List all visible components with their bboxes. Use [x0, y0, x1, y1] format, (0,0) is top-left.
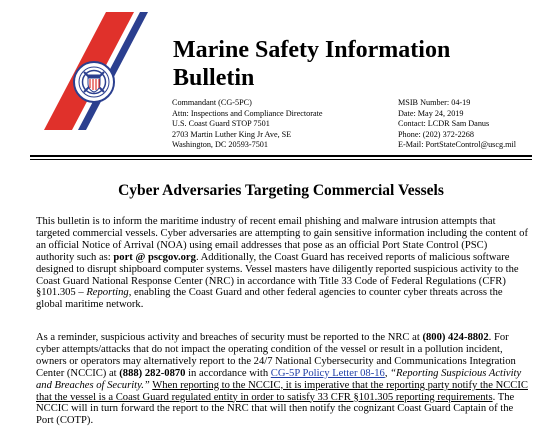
bulletin-info-block	[398, 98, 548, 151]
header-divider-thin	[30, 159, 532, 160]
para1-text: This bulletin is to inform the maritime industry of recent email phishing and malware intrusion attempts that targeted commercial vessels. Cyber adversaries are attempting to gain sensitive information including the content of an official Notice of Arrival (NOA) using email addresses that pose as an official Port State Control (PSC) authority such as:	[36, 216, 528, 263]
address-line: Washington, DC 20593-7501	[172, 140, 268, 150]
bulletin-title-line2: Bulletin	[173, 65, 255, 91]
nccic-phone-number: (888) 282-0870	[119, 367, 186, 379]
para2-text: . For cyber attempts/attacks that do not impact the operating condition of the vessel or result in a pollution incident, owners or operators may alternatively report to the 24/7 National Cybersecurity and Communications Integration Center (NCCIC) at	[36, 332, 516, 379]
address-line: Commandant (CG-5PC)	[172, 98, 252, 107]
body-paragraph-2	[36, 332, 528, 427]
nccic-reporting-requirement: When reporting to the NCCIC, it is imperative that the reporting party notify the NCCIC that the vessel is a Coast Guard regulated entity in order to satisfy 33 CFR §101.305 reporting requirements	[36, 379, 528, 403]
phishing-email-address: port @ pscgov.org	[113, 251, 196, 263]
para1-text: . Additionally, the Coast Guard has received reports of malicious software designed to disrupt shipboard computer systems. Vessel masters have diligently reported suspicious activity to the Coast Guard National Response Center (NRC) in accordance with Title 33 Code of Federal Regulations (CFR) §101.305 –	[36, 251, 519, 299]
para2-text: As a reminder, suspicious activity and breaches of security must be reported to the NRC at	[36, 332, 423, 343]
bulletin-title-line1: Marine Safety Information	[173, 37, 451, 63]
bulletin-title	[173, 36, 533, 92]
para1-text: , enabling the Coast Guard and other federal agencies to counter cyber threats across the global maritime network.	[36, 287, 503, 311]
address-line: Attn: Inspections and Compliance Directorate	[172, 108, 323, 118]
para2-text: . The NCCIC will in turn forward the report to the NRC that will then notify the cognizant Coast Guard Captain of the Port (COTP).	[36, 391, 515, 427]
para2-text: ,	[384, 367, 391, 379]
contact-phone: Phone: (202) 372-2268	[398, 129, 474, 139]
address-line: U.S. Coast Guard STOP 7501	[172, 119, 270, 129]
address-block	[172, 98, 372, 151]
nrc-phone-number: (800) 424-8802	[422, 332, 489, 343]
contact-email: E-Mail: PortStateControl@uscg.mil	[398, 140, 517, 150]
policy-letter-link[interactable]: CG-5P Policy Letter 08-16	[270, 367, 385, 379]
bulletin-subject: Cyber Adversaries Targeting Commercial Vessels	[118, 182, 444, 199]
contact-name: Contact: LCDR Sam Danus	[398, 119, 490, 129]
para2-text: in accordance with	[185, 367, 271, 379]
address-line: 2703 Martin Luther King Jr Ave, SE	[172, 129, 292, 139]
reporting-regulation-title: Reporting	[86, 287, 129, 299]
policy-letter-title: “Reporting Suspicious Activity and Breaches of Security.”	[36, 367, 522, 391]
body-paragraph-1	[36, 216, 528, 311]
bulletin-date: Date: May 24, 2019	[398, 108, 464, 118]
header-divider-thick	[30, 155, 532, 157]
msib-number: MSIB Number: 04-19	[398, 98, 471, 107]
uscg-racing-stripe-emblem-icon	[36, 12, 154, 130]
